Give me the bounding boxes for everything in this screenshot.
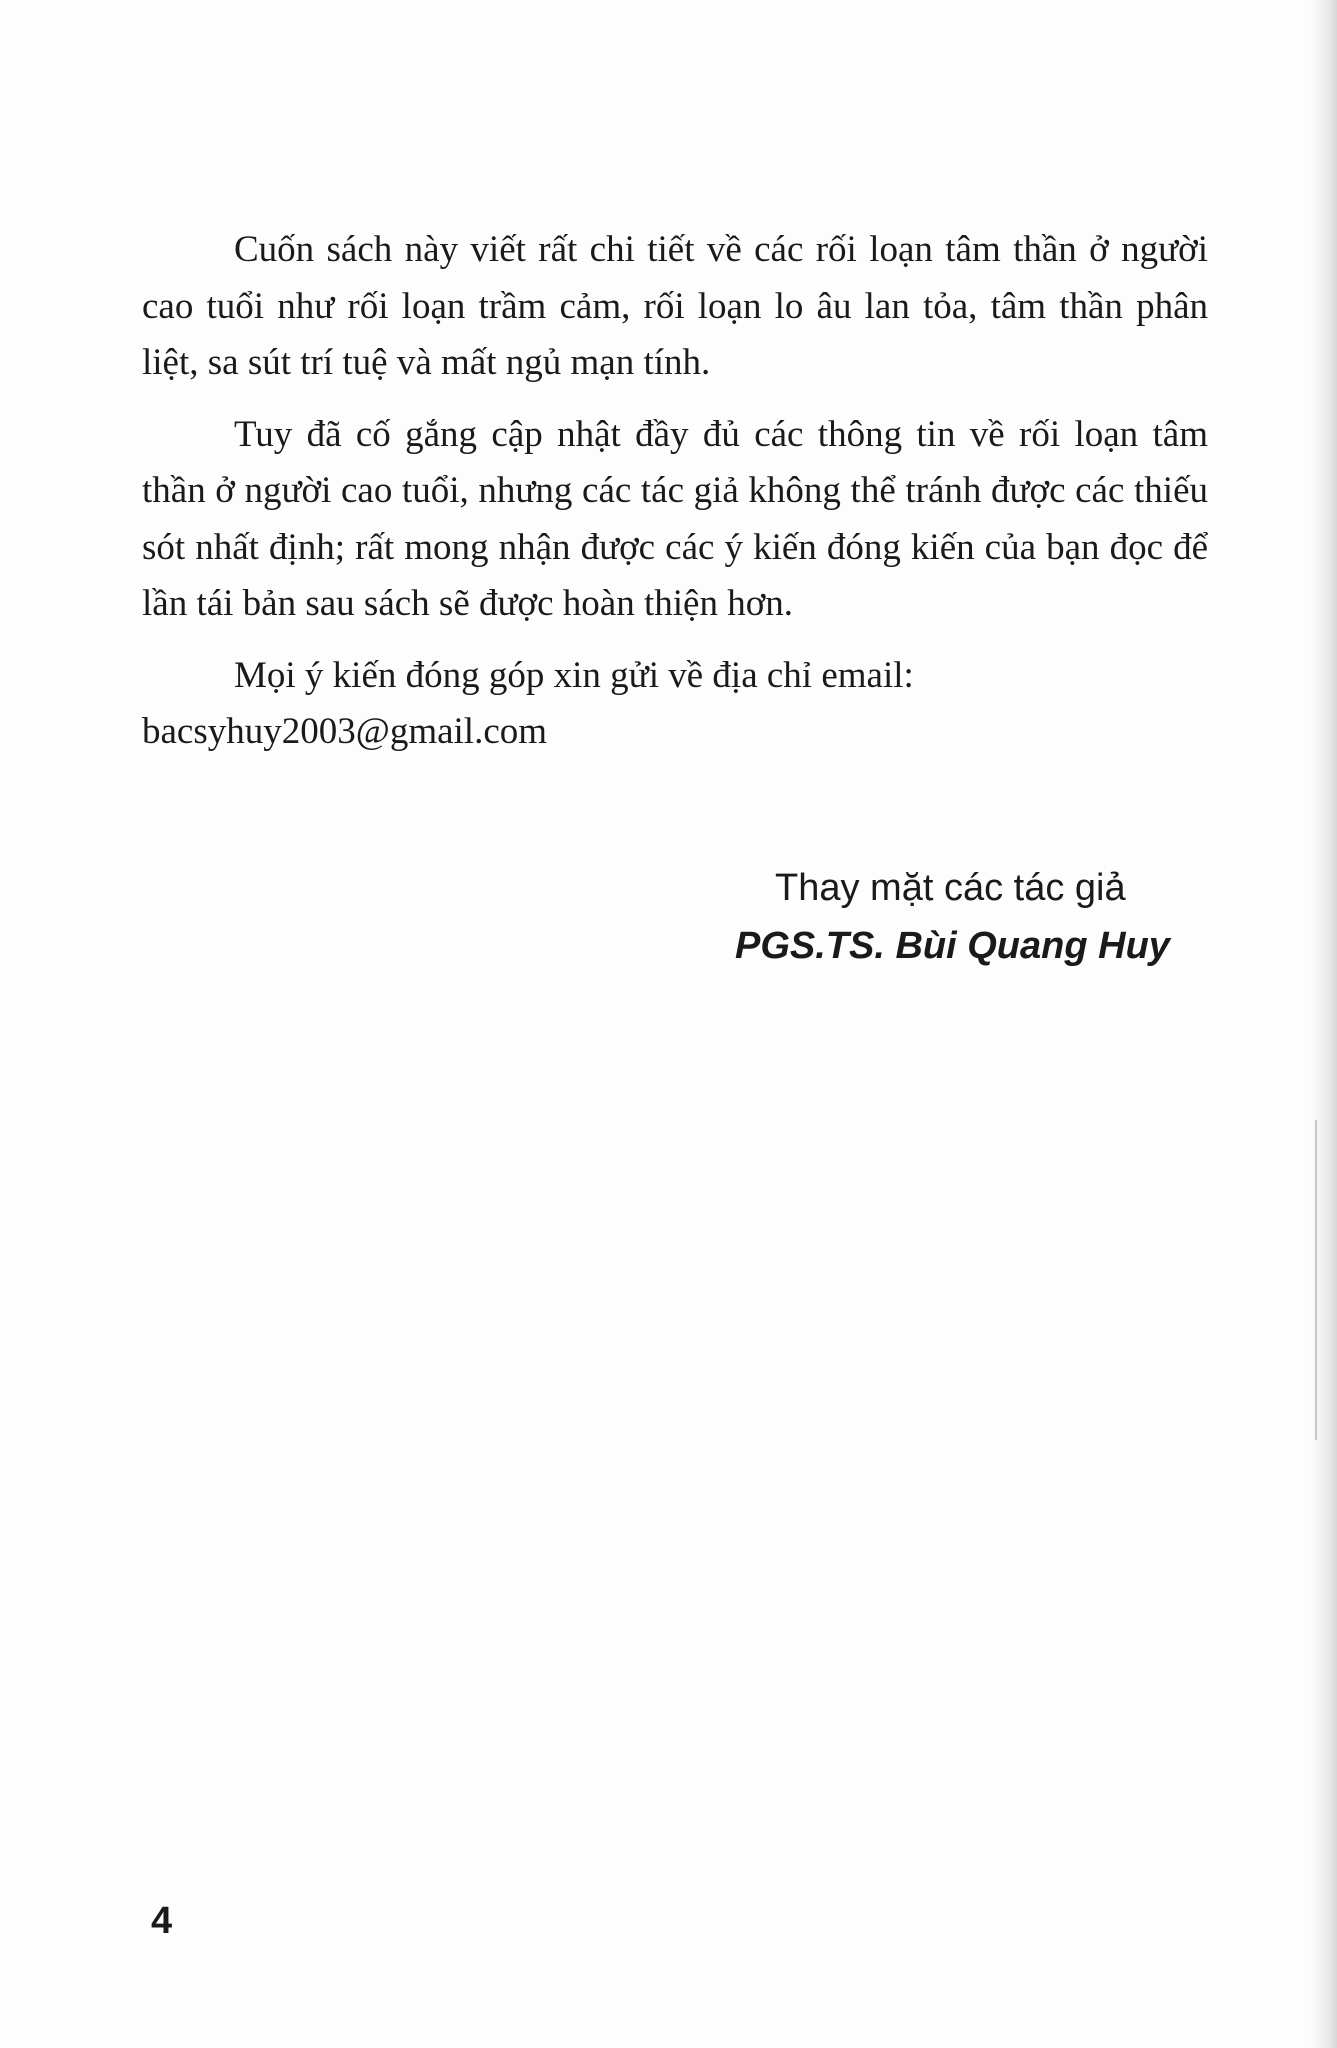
page-edge-shadow xyxy=(1309,0,1337,2048)
contact-intro: Mọi ý kiến đóng góp xin gửi về địa chỉ email: xyxy=(234,654,914,696)
contact-paragraph xyxy=(142,648,1208,761)
contact-email: bacsyhuy2003@gmail.com xyxy=(142,711,548,752)
paragraph-1: Cuốn sách này viết rất chi tiết về các rối loạn tâm thần ở người cao tuổi như rối loạn trầm cảm, rối loạn lo âu lan tỏa, tâm thần phân liệt, sa sút trí tuệ và mất ngủ mạn tính. xyxy=(142,229,1208,383)
body-text xyxy=(142,222,1208,776)
page-edge-line xyxy=(1315,1120,1317,1440)
signature-name: PGS.TS. Bùi Quang Huy xyxy=(735,925,1170,967)
signature-block xyxy=(735,860,1215,976)
signature-role: Thay mặt các tác giả xyxy=(775,867,1126,909)
page-number: 4 xyxy=(151,1900,173,1942)
paragraph-2: Tuy đã cố gắng cập nhật đầy đủ các thông tin về rối loạn tâm thần ở người cao tuổi, nhưng các tác giả không thể tránh được các thiếu sót nhất định; rất mong nhận được các ý kiến đóng kiến của bạn đọc để lần tái bản sau sách sẽ được hoàn thiện hơn. xyxy=(142,413,1208,624)
